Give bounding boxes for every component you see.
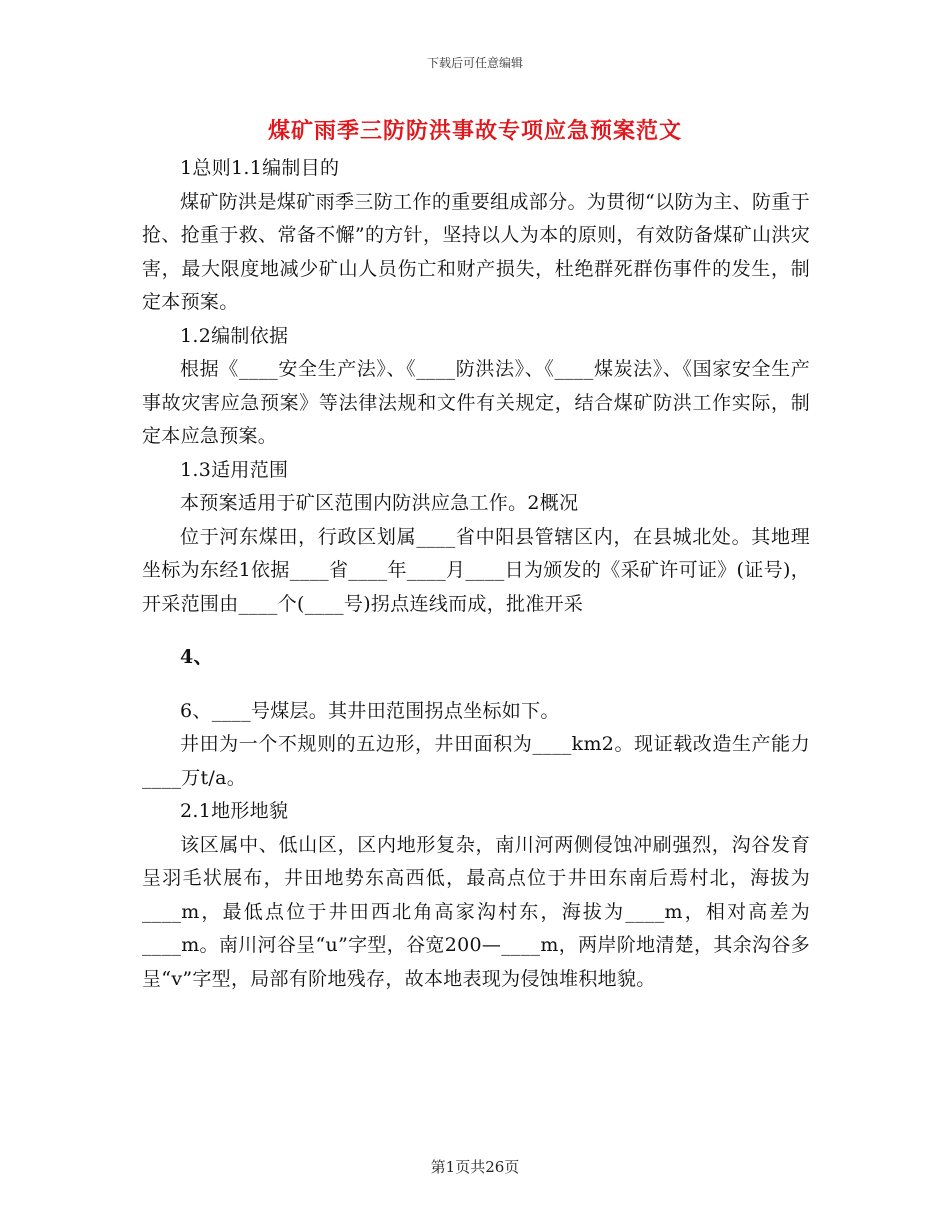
document-body (142, 152, 810, 996)
paragraph-basis: 根据《____安全生产法》、《____防洪法》、《____煤炭法》、《国家安全生产事故灾害应急预案》等法律法规和文件有关规定，结合煤矿防洪工作实际，制定本应急预案。 (142, 358, 810, 447)
paragraph-location: 位于河东煤田，行政区划属____省中阳县管辖区内，在县城北处。其地理坐标为东经1依据____省____年____月____日为颁发的《采矿许可证》(证号)，开采范围由____个(____号)拐点连线而成，批准开采 (142, 525, 810, 615)
paragraph-purpose: 煤矿防洪是煤矿雨季三防工作的重要组成部分。为贯彻“以防为主、防重于抢、抢重于救、常备不懈”的方针，坚持以人为本的原则，有效防备煤矿山洪灾害，最大限度地减少矿山人员伤亡和财产损失，杜绝群死群伤事件的发生，制定本预案。 (142, 190, 810, 313)
document-title: 煤矿雨季三防防洪事故专项应急预案范文 (267, 118, 682, 144)
page-indicator: 第1页共26页 (430, 1158, 520, 1176)
paragraph-topography: 该区属中、低山区，区内地形复杂，南川河两侧侵蚀冲刷强烈，沟谷发育呈羽毛状展布，井田地势东高西低，最高点位于井田东南后焉村北，海拔为____m，最低点位于井田西北角高家沟村东，海拔为____m，相对高差为____m。南川河谷呈“u”字型，谷宽200—____m，两岸阶地清楚，其余沟谷多呈“v”字型，局部有阶地残存，故本地表现为侵蚀堆积地貌。 (142, 833, 810, 990)
list-item-6: 6、____号煤层。其井田范围拐点坐标如下。 (180, 699, 560, 722)
section-heading-1-3: 1.3适用范围 (180, 458, 289, 481)
paragraph-scope: 本预案适用于矿区范围内防洪应急工作。2概况 (180, 492, 579, 514)
section-heading-2-1: 2.1地形地貌 (180, 800, 289, 822)
list-item-4: 4、 (180, 646, 213, 668)
paragraph-field-area: 井田为一个不规则的五边形，井田面积为____km2。现证载改造生产能力____万t/a。 (142, 733, 810, 789)
header-note: 下载后可任意编辑 (426, 56, 523, 70)
section-heading-1-1: 1总则1.1编制目的 (180, 157, 340, 179)
section-heading-1-2: 1.2编制依据 (180, 324, 289, 347)
